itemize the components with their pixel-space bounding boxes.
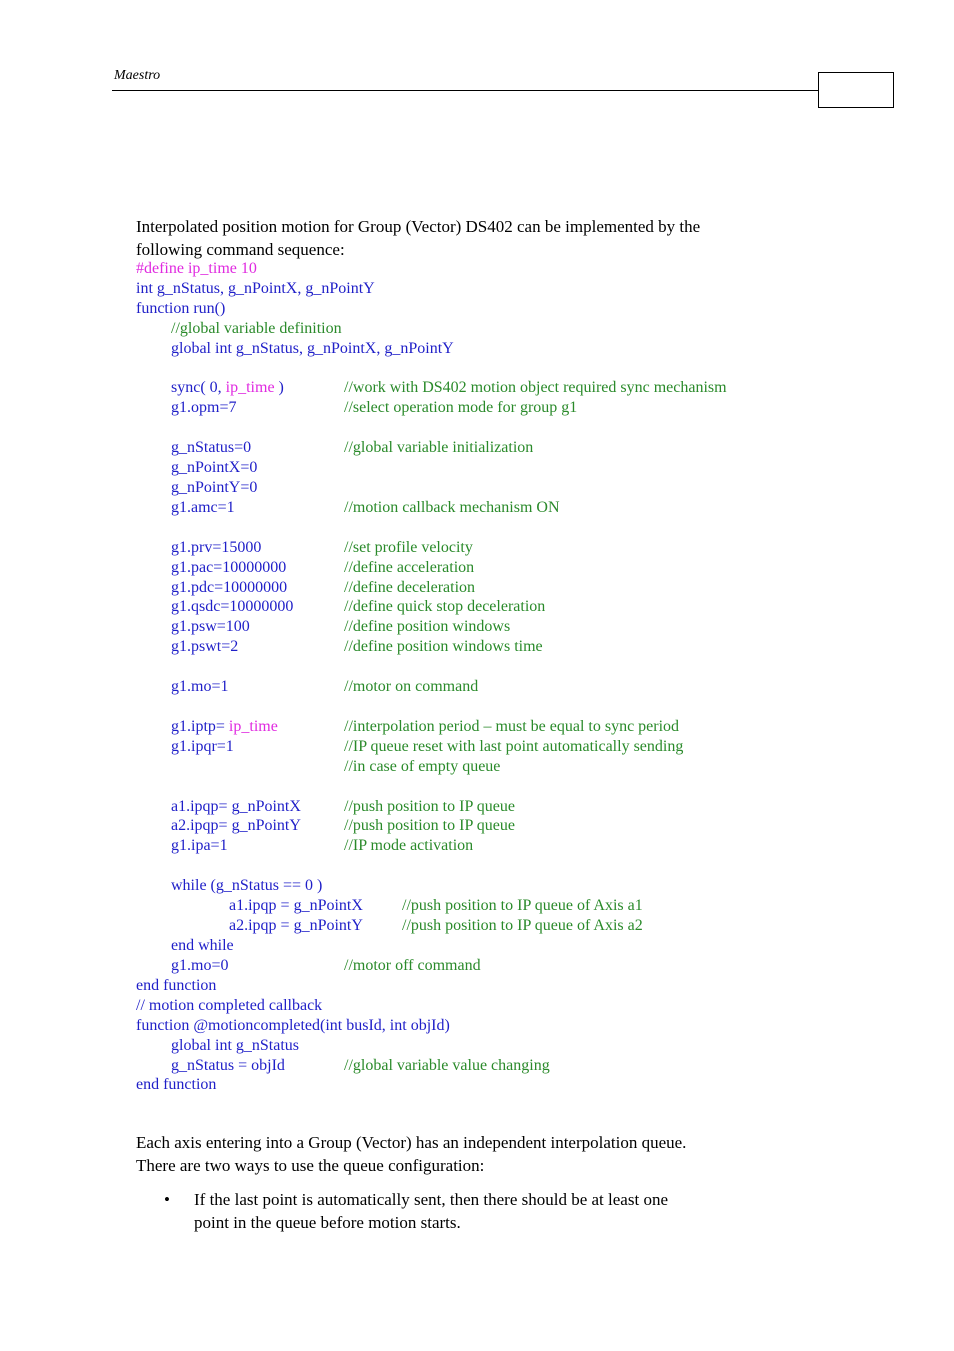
code-a1-ipqp: a1.ipqp= g_nPointX <box>171 798 301 815</box>
code-qsdc: g1.qsdc=10000000 <box>171 598 294 615</box>
header-rule <box>112 90 818 91</box>
code-while-a1: a1.ipqp = g_nPointX <box>229 897 363 914</box>
intro-line-2: following command sequence: <box>136 240 345 259</box>
code-sync <box>171 378 284 398</box>
code-a2-ipqp: a2.ipqp= g_nPointY <box>171 817 301 834</box>
code-init-x: g_nPointX=0 <box>171 459 258 476</box>
intro-paragraph <box>136 215 700 261</box>
code-init-status: g_nStatus=0 <box>171 439 252 456</box>
bullet-line-2: point in the queue before motion starts. <box>194 1213 461 1232</box>
code-opm: g1.opm=7 <box>171 399 237 416</box>
bullet-line-1: If the last point is automatically sent, then there should be at least one <box>194 1190 668 1209</box>
code-comment: //push position to IP queue of Axis a2 <box>402 917 643 934</box>
code-end-function: end function <box>136 1076 217 1093</box>
code-comment: //in case of empty queue <box>344 758 501 775</box>
code-comment: //push position to IP queue <box>344 817 515 834</box>
code-comment: //global variable value changing <box>344 1057 550 1074</box>
code-comment: //IP queue reset with last point automatically sending <box>344 738 684 755</box>
intro-line-1: Interpolated position motion for Group (Vector) DS402 can be implemented by the <box>136 217 701 236</box>
code-prv: g1.prv=15000 <box>171 539 262 556</box>
code-comment: //work with DS402 motion object required sync mechanism <box>344 379 727 396</box>
code-ipa: g1.ipa=1 <box>171 837 228 854</box>
code-comment: //motor on command <box>344 678 479 695</box>
code-mo-on: g1.mo=1 <box>171 678 229 695</box>
code-global-decl: global int g_nStatus, g_nPointX, g_nPointY <box>171 340 454 357</box>
code-iptp <box>171 717 278 737</box>
code-amc: g1.amc=1 <box>171 499 235 516</box>
code-comment: //global variable definition <box>171 320 342 337</box>
code-sync-a: sync( 0, <box>171 379 226 396</box>
code-comment: //IP mode activation <box>344 837 474 854</box>
page-number-box <box>818 72 894 108</box>
outro-line-2: There are two ways to use the queue configuration: <box>136 1156 485 1175</box>
code-while-a2: a2.ipqp = g_nPointY <box>229 917 363 934</box>
code-comment: //define quick stop deceleration <box>344 598 546 615</box>
code-comment: //motion callback mechanism ON <box>344 499 560 516</box>
code-comment: //define position windows time <box>344 638 543 655</box>
code-func-run: function run() <box>136 300 226 317</box>
code-pac: g1.pac=10000000 <box>171 559 287 576</box>
code-comment: //define acceleration <box>344 559 475 576</box>
code-ipqr: g1.ipqr=1 <box>171 738 234 755</box>
code-assign: g_nStatus = objId <box>171 1057 285 1074</box>
code-global-status: global int g_nStatus <box>171 1037 299 1054</box>
code-psw: g1.psw=100 <box>171 618 250 635</box>
code-mo-off: g1.mo=0 <box>171 957 229 974</box>
code-comment: //push position to IP queue of Axis a1 <box>402 897 643 914</box>
outro-paragraph <box>136 1131 686 1177</box>
code-comment: //motor off command <box>344 957 481 974</box>
code-comment: //global variable initialization <box>344 439 534 456</box>
outro-line-1: Each axis entering into a Group (Vector) has an independent interpolation queue. <box>136 1133 687 1152</box>
code-pdc: g1.pdc=10000000 <box>171 579 288 596</box>
code-decl: int g_nStatus, g_nPointX, g_nPointY <box>136 280 375 297</box>
code-comment: //select operation mode for group g1 <box>344 399 578 416</box>
code-callback-comment: // motion completed callback <box>136 997 323 1014</box>
code-comment: //set profile velocity <box>344 539 473 556</box>
bullet-text <box>194 1188 794 1234</box>
code-iptp-ip-time: ip_time <box>228 718 278 735</box>
header-title: Maestro <box>114 68 161 83</box>
code-comment: //interpolation period – must be equal to sync period <box>344 718 680 735</box>
code-pswt: g1.pswt=2 <box>171 638 239 655</box>
code-comment: //define deceleration <box>344 579 476 596</box>
code-comment: //push position to IP queue <box>344 798 515 815</box>
code-define: #define ip_time 10 <box>136 260 257 277</box>
code-end-function: end function <box>136 977 217 994</box>
code-init-y: g_nPointY=0 <box>171 479 258 496</box>
code-comment: //define position windows <box>344 618 511 635</box>
code-sync-ip-time: ip_time <box>225 379 275 396</box>
code-func-callback: function @motioncompleted(int busId, int objId) <box>136 1017 450 1034</box>
bullet-symbol: • <box>164 1190 170 1209</box>
code-while: while (g_nStatus == 0 ) <box>171 877 323 894</box>
code-end-while: end while <box>171 937 234 954</box>
code-iptp-a: g1.iptp= <box>171 718 229 735</box>
code-sync-c: ) <box>274 379 284 396</box>
